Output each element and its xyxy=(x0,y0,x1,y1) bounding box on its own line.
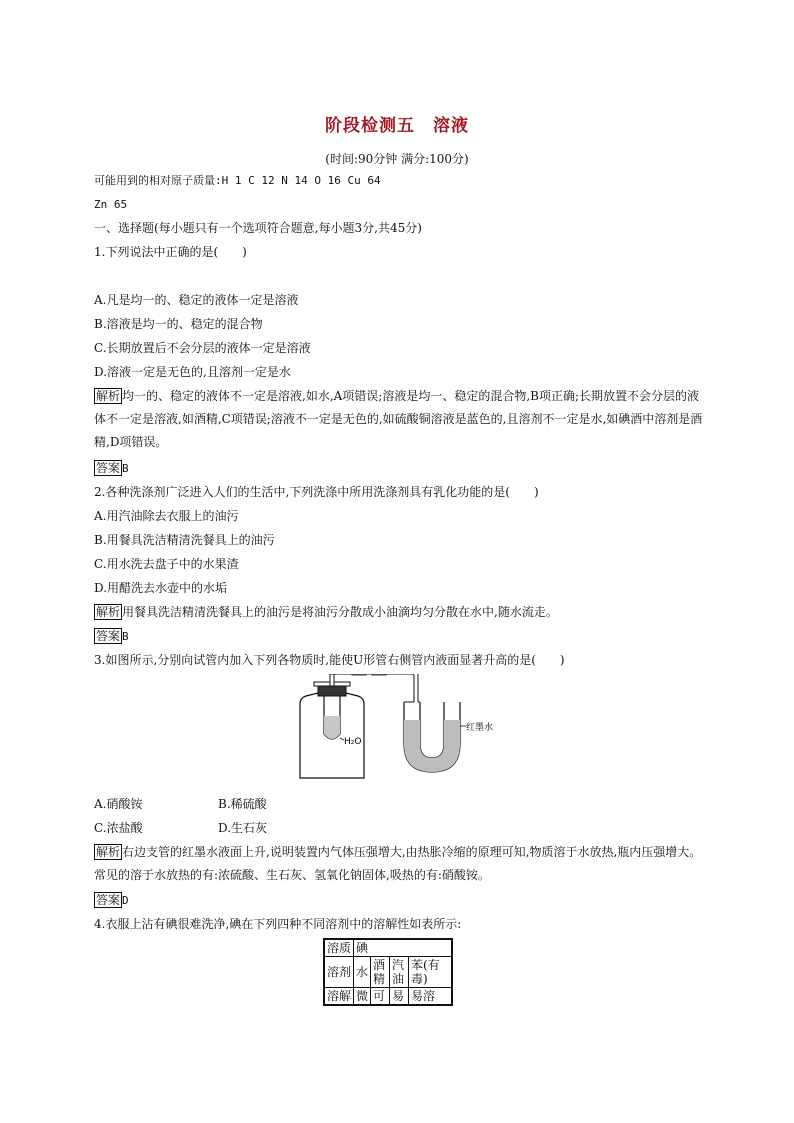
table-row xyxy=(324,939,452,957)
analysis-label: 解析 xyxy=(96,605,121,619)
table-cell: 易 xyxy=(390,988,409,1006)
question-3-options-row-2 xyxy=(94,819,267,837)
table-row xyxy=(324,988,452,1006)
question-1-option-b: B.溶液是均一的、稳定的混合物 xyxy=(94,317,263,331)
question-2-option-b: B.用餐具洗洁精清洗餐具上的油污 xyxy=(94,533,275,547)
water-label: H₂O xyxy=(344,737,362,747)
question-2-option-d: D.用醋洗去水壶中的水垢 xyxy=(94,581,228,595)
exam-meta: (时间:90分钟 满分:100分) xyxy=(325,152,469,166)
table-cell: 可 xyxy=(371,988,390,1006)
question-1-option-c: C.长期放置后不会分层的液体一定是溶液 xyxy=(94,341,311,355)
question-1-analysis: 解析 均一的、稳定的液体不一定是溶液,如水,A项错误;溶液是均一、稳定的混合物,B项正确;长期放置不会分层的液体不一定是溶液,如酒精,C项错误;溶液不一定是无色的,如硫酸铜溶液是蓝色的,且溶剂不一定是水,如碘酒中溶剂是酒精,D项错误。 xyxy=(94,389,703,449)
table-cell: 酒精 xyxy=(371,957,390,988)
question-3-analysis: 解析 右边支管的红墨水液面上升,说明装置内气体压强增大,由热胀冷缩的原理可知,物质溶于水放热,瓶内压强增大。常见的溶于水放热的有:浓硫酸、生石灰、氢氧化钠固体,吸热的有:硝酸铵。 xyxy=(94,845,702,882)
section-heading: 一、选择题(每小题只有一个选项符合题意,每小题3分,共45分) xyxy=(94,221,422,235)
table-cell: 苯(有毒) xyxy=(409,957,453,988)
table-cell: 水 xyxy=(354,957,371,988)
question-1-stem: 1.下列说法中正确的是( ) xyxy=(94,245,247,259)
question-3-option-c: C.浓盐酸 xyxy=(94,821,143,835)
question-3-option-a: A.硝酸铵 xyxy=(94,797,143,811)
table-cell: 汽油 xyxy=(390,957,409,988)
solubility-table xyxy=(323,938,453,1006)
table-cell: 易溶 xyxy=(409,988,453,1006)
answer-label: 答案 xyxy=(96,461,121,475)
question-4-stem: 4.衣服上沾有碘很难洗净,碘在下列四种不同溶剂中的溶解性如表所示: xyxy=(94,917,462,931)
answer-label: 答案 xyxy=(96,629,121,643)
red-ink-label: 红墨水 xyxy=(466,723,494,733)
question-3-options-row-1 xyxy=(94,795,267,813)
analysis-label: 解析 xyxy=(96,389,121,403)
table-row xyxy=(324,957,452,988)
question-1-option-d: D.溶液一定是无色的,且溶剂一定是水 xyxy=(94,365,291,379)
table-cell: 碘 xyxy=(354,939,453,957)
question-3-option-b: B.稀硫酸 xyxy=(218,797,267,811)
page-title: 阶段检测五 溶液 xyxy=(325,116,469,136)
question-2-analysis: 解析 用餐具洗洁精清洗餐具上的油污是将油污分散成小油滴均匀分散在水中,随水流走。 xyxy=(96,605,558,619)
question-2-option-c: C.用水洗去盘子中的水果渣 xyxy=(94,557,239,571)
question-3-stem: 3.如图所示,分别向试管内加入下列各物质时,能使U形管右侧管内液面显著升高的是( ) xyxy=(94,653,565,667)
question-1-option-a: A.凡是均一的、稳定的液体一定是溶液 xyxy=(94,293,299,307)
table-cell: 溶质 xyxy=(324,939,354,957)
table-cell: 溶解 xyxy=(324,988,354,1006)
analysis-label: 解析 xyxy=(96,845,121,859)
table-cell: 溶剂 xyxy=(324,957,354,988)
question-2-answer: 答案 B xyxy=(96,629,129,643)
question-2-stem: 2.各种洗涤剂广泛进入人们的生活中,下列洗涤中所用洗涤剂具有乳化功能的是( ) xyxy=(94,485,539,499)
question-3-answer: 答案 D xyxy=(96,893,129,907)
answer-label: 答案 xyxy=(96,893,121,907)
apparatus-figure xyxy=(290,674,510,784)
atomic-mass-line-1: 可能用到的相对原子质量:H 1 C 12 N 14 O 16 Cu 64 xyxy=(94,174,381,187)
atomic-mass-line-2: Zn 65 xyxy=(94,198,128,211)
question-3-option-d: D.生石灰 xyxy=(218,821,268,835)
question-2-option-a: A.用汽油除去衣服上的油污 xyxy=(94,509,239,523)
question-1-answer: 答案 B xyxy=(96,461,129,475)
table-cell: 微 xyxy=(354,988,371,1006)
